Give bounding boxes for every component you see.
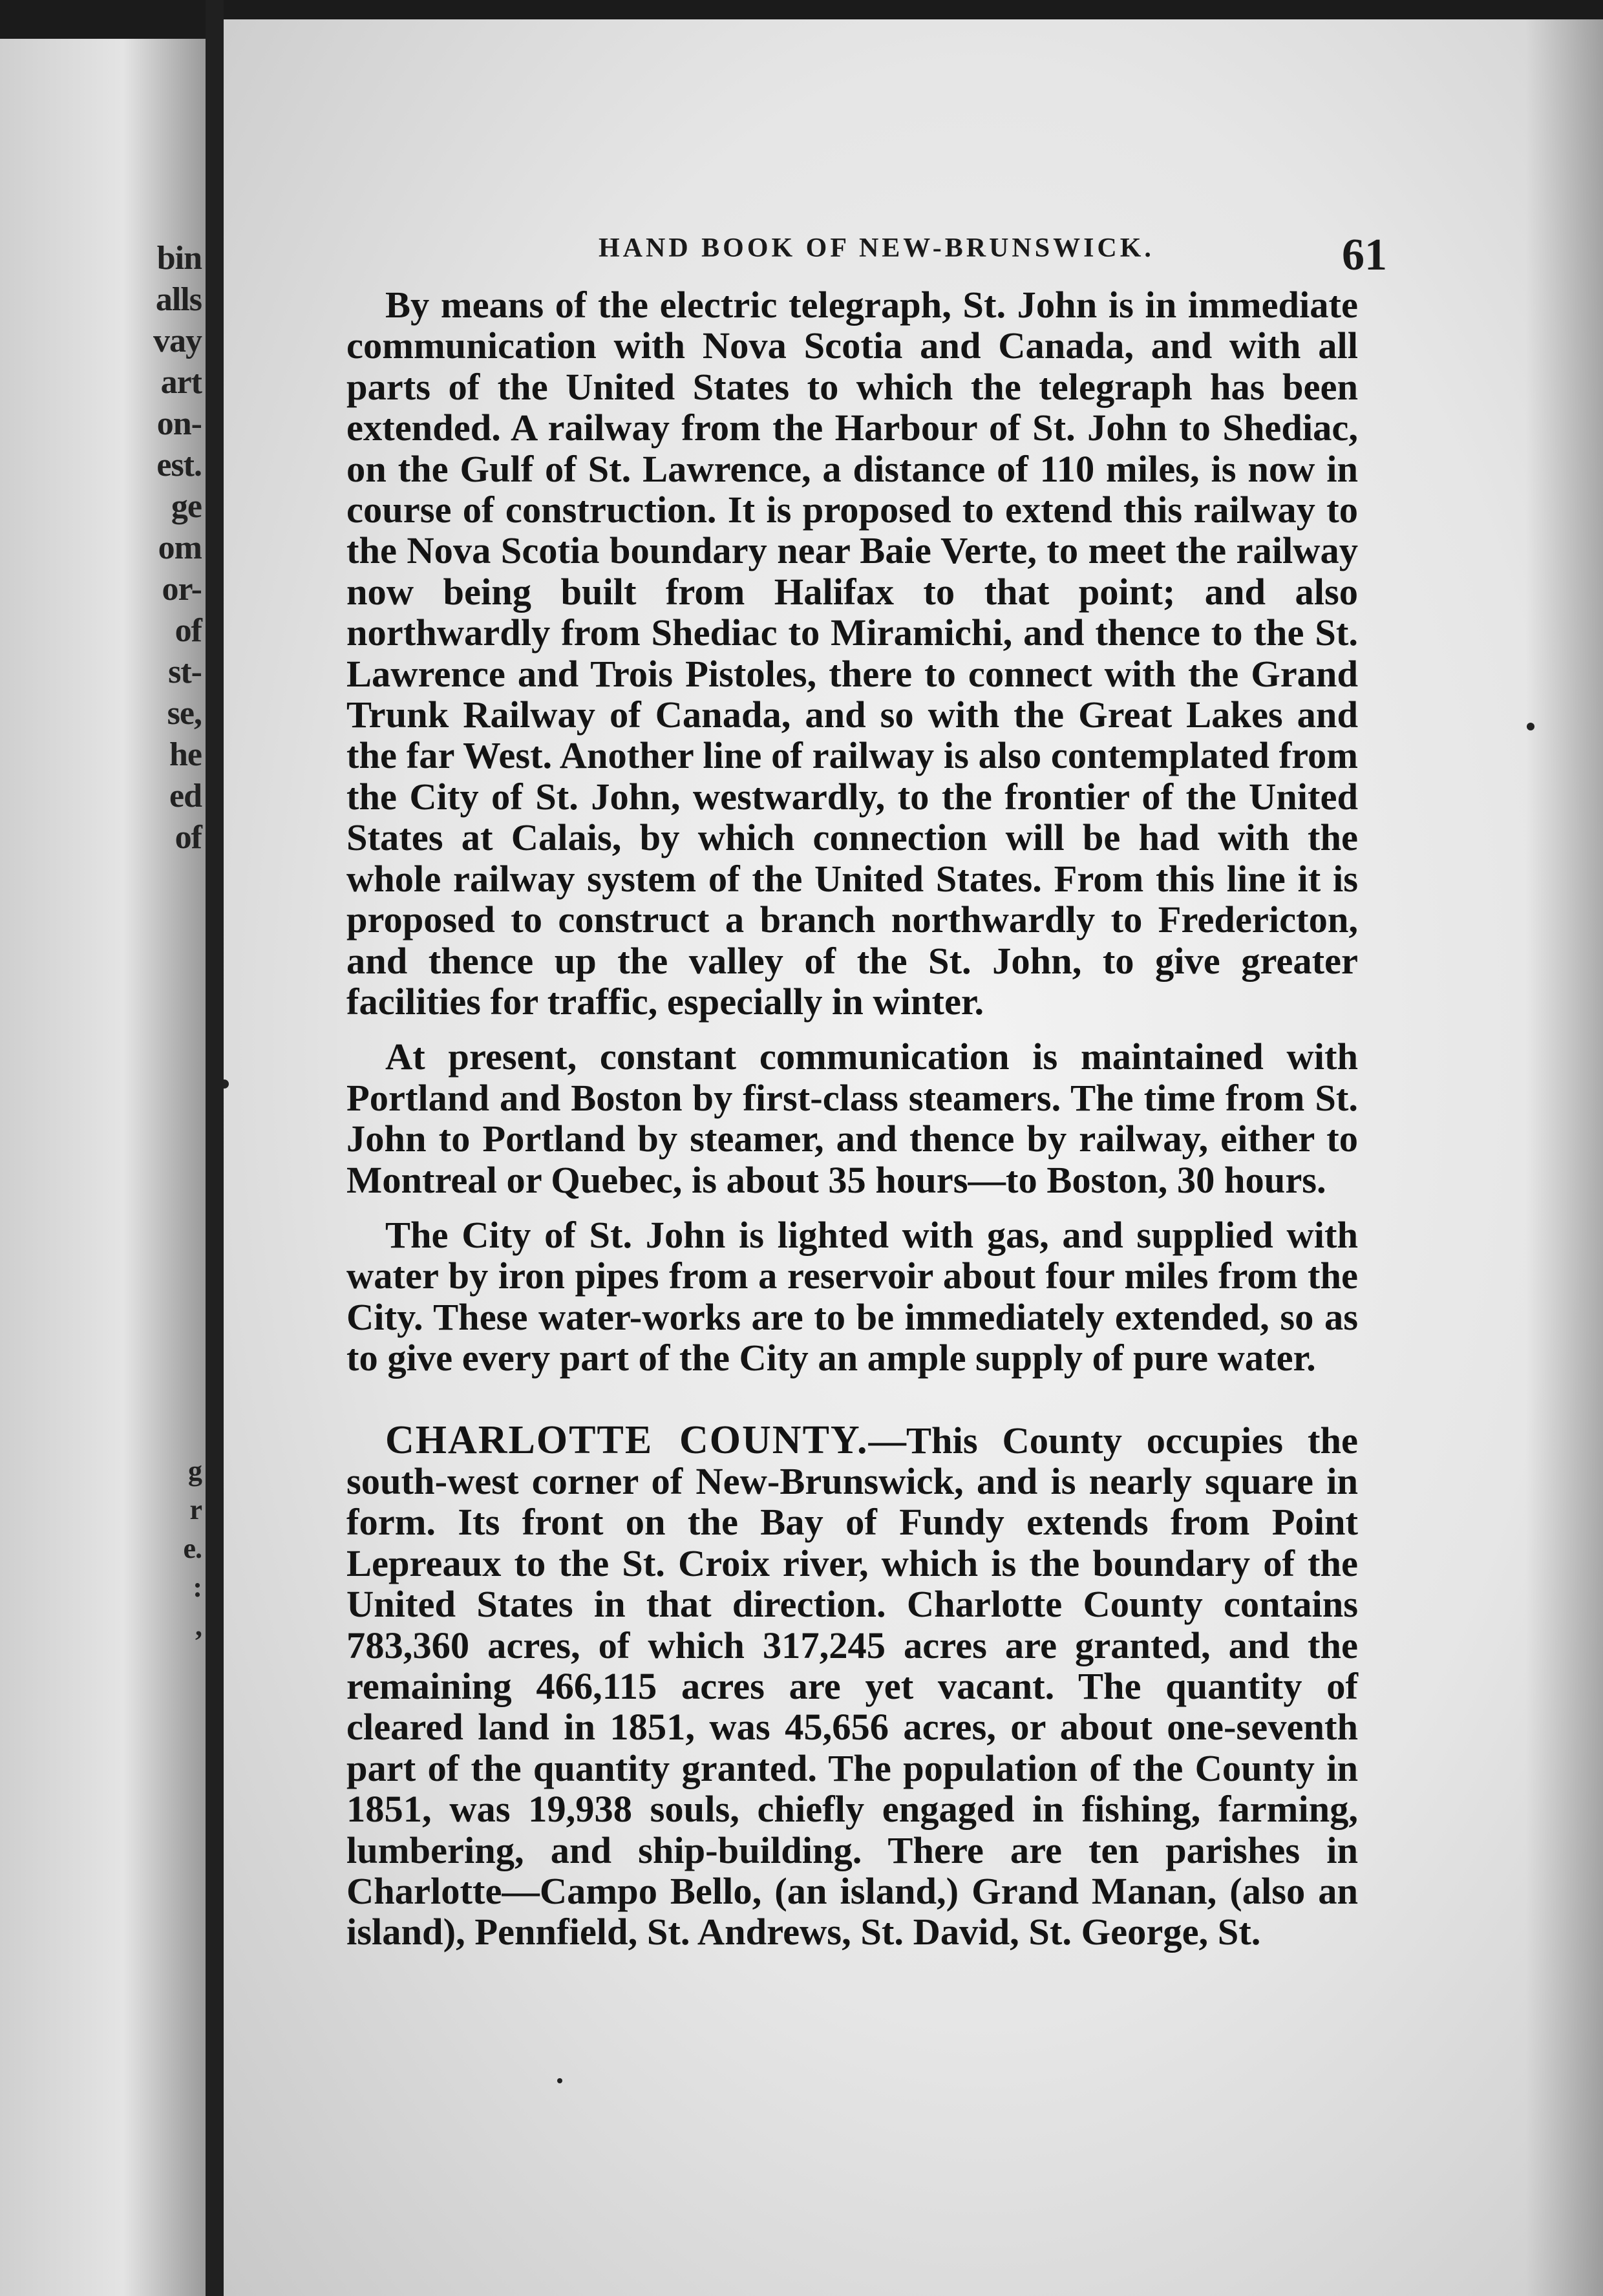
- facing-page-fragment: r: [189, 1494, 202, 1525]
- ink-speck: [1527, 723, 1534, 730]
- section-heading: CHARLOTTE COUNTY.: [385, 1418, 869, 1462]
- facing-page-fragment: st-: [168, 654, 202, 690]
- facing-page-fragment: se,: [167, 695, 202, 732]
- facing-page-fragment: :: [193, 1571, 202, 1603]
- ink-speck: [557, 2078, 562, 2083]
- facing-page-fragment: ed: [169, 778, 202, 814]
- facing-page-fragment: art: [160, 364, 202, 401]
- facing-page-fragment: on-: [156, 405, 202, 442]
- ink-speck: [224, 1079, 229, 1089]
- facing-page-fragment: g: [188, 1455, 202, 1487]
- book-page: [224, 19, 1603, 2296]
- facing-page-edge: [0, 39, 206, 2296]
- facing-page-fragment: e.: [183, 1533, 202, 1564]
- facing-page-fragment: bin: [156, 240, 202, 277]
- paragraph-gas-water: The City of St. John is lighted with gas, and supplied with water by iron pipes from a reservoir about four miles from the City. These water-works are to be immediately extended, so as to give every part of the City an ample supply of pure water.: [346, 1213, 1358, 1379]
- facing-page-fragment: ,: [195, 1610, 202, 1642]
- facing-page-fragment: ge: [171, 488, 202, 525]
- section-body: —This County occupies the south-west corner of New-Brunswick, and is nearly square in form. Its front on the Bay of Fundy extends from Point Lepreaux to the St. Croix river, which is the boundary of the United States in that direction. Charlotte County contains 783,360 acres, of which 317,245 acres are granted, and the remaining 466,115 acres are yet vacant. The quantity of cleared land in 1851, was 45,656 acres, or about one-seventh part of the quantity granted. The population of the County in 1851, was 19,938 souls, chiefly engaged in fishing, farming, lumbering, and ship-building. There are ten parishes in Charlotte—Campo Bello, (an island,) Grand Manan, (also an island), Pennfield, St. Andrews, St. David, St. George, St.: [346, 1419, 1358, 1953]
- paragraph-telegraph: By means of the electric telegraph, St. John is in immediate communication with Nova Scotia and Canada, and with all parts of the United States to which the telegraph has been extended. A railway from the Harbour of St. John to Shediac, on the Gulf of St. Lawrence, a distance of 110 miles, is now in course of construction. It is proposed to extend this railway to the Nova Scotia boundary near Baie Verte, to meet the railway now being built from Halifax to that point; and also northwardly from Shediac to Miramichi, and thence to the St. Lawrence and Trois Pistoles, there to connect with the Grand Trunk Railway of Canada, and so with the Great Lakes and the far West. Another line of railway is also contemplated from the City of St. John, westwardly, to the frontier of the United States at Calais, by which connection will be had with the whole railway system of the United States. From this line it is proposed to construct a branch northwardly to Fredericton, and thence up the valley of the St. John, to give greater facilities for traffic, especially in winter.: [346, 284, 1358, 1023]
- facing-page-fragment: or-: [162, 571, 202, 608]
- facing-page-fragment: of: [175, 612, 202, 649]
- facing-page-fragment: of: [175, 819, 202, 856]
- facing-page-fragment: he: [169, 736, 202, 773]
- paragraph-steamers: At present, constant communication is maintained with Portland and Boston by first-class steamers. The time from St. John to Portland by steamer, and thence by railway, either to Montreal or Quebec, is about 35 hours—to Boston, 30 hours.: [346, 1036, 1358, 1201]
- page-body: [346, 284, 1358, 1953]
- book-gutter: [206, 0, 224, 2296]
- facing-page-fragment: vay: [153, 323, 202, 359]
- page-number: 61: [1342, 230, 1387, 280]
- facing-page-fragment: alls: [155, 281, 202, 318]
- running-header: HAND BOOK OF NEW-BRUNSWICK.: [599, 233, 1154, 263]
- page-edge-shadow: [1525, 19, 1603, 2296]
- facing-page-fragment: est.: [156, 447, 202, 484]
- paragraph-charlotte-county: [346, 1420, 1358, 1953]
- facing-page-fragment: om: [158, 529, 202, 566]
